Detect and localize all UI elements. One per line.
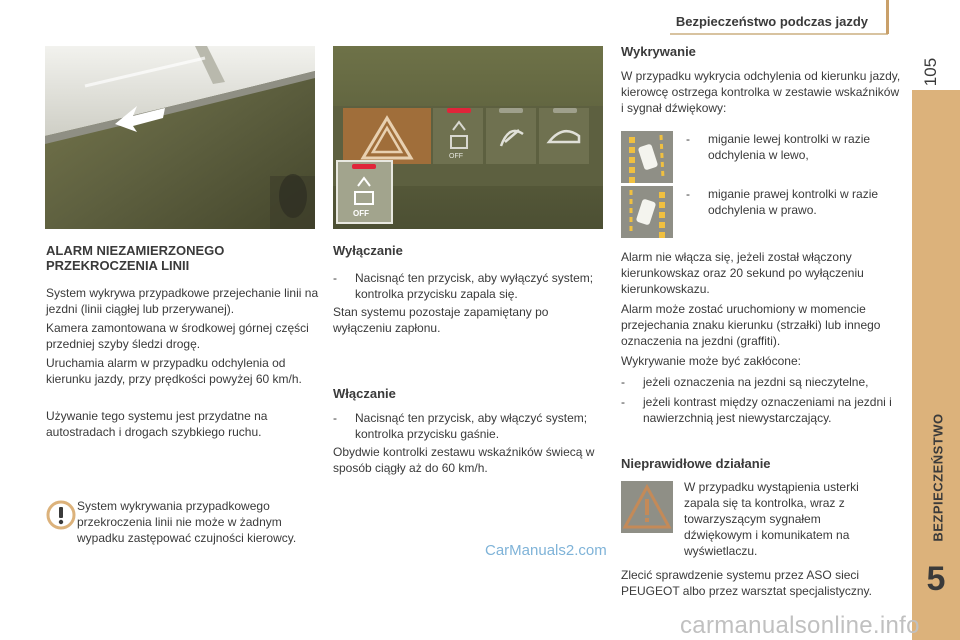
paragraph: W przypadku wystąpienia usterki zapala się ta kontrolka, wraz z towarzyszącym sygnałem dźwiękowym i komunikatem na wyświetlaczu. bbox=[684, 480, 859, 558]
paragraph: W przypadku wykrycia odchylenia od kierunku jazdy, kierowcę ostrzega kontrolka w zestawie wskaźników i sygnał dźwiękowy: bbox=[621, 69, 901, 115]
right-lane-warning-icon bbox=[621, 186, 673, 238]
paragraph: Obydwie kontrolki zestawu wskaźników świecą w sposób ciągły aż do 60 km/h. bbox=[333, 445, 595, 475]
watermark-carmanuals2: CarManuals2.com bbox=[485, 542, 607, 559]
header-rule bbox=[670, 33, 888, 35]
paragraph: Zlecić sprawdzenie systemu przez ASO sieci PEUGEOT albo przez warsztat specjalistyczny. bbox=[621, 568, 872, 598]
led-red-zoom bbox=[352, 164, 376, 169]
section-heading-wlaczanie: Włączanie bbox=[333, 386, 396, 401]
button-panel-photo bbox=[333, 46, 603, 229]
chapter-number: 5 bbox=[926, 560, 946, 598]
section-heading-wylaczanie: Wyłączanie bbox=[333, 243, 403, 258]
paragraph: Kamera zamontowana w środkowej górnej części przedniej szyby śledzi drogę. bbox=[46, 321, 309, 351]
watermark-carmanualsonline: carmanualsonline.info bbox=[680, 612, 920, 639]
section-heading-nieprawidlowe: Nieprawidłowe działanie bbox=[621, 456, 771, 471]
paragraph: System wykrywa przypadkowe przejechanie linii na jezdni (linii ciągłej lub przerywanej). bbox=[46, 286, 319, 316]
warning-text: System wykrywania przypadkowego przekroczenia linii nie może w żadnym wypadku zastępować czujności kierowcy. bbox=[77, 499, 297, 545]
svg-text:OFF: OFF bbox=[353, 209, 369, 218]
paragraph: Wykrywanie może być zakłócone: bbox=[621, 354, 801, 368]
section-heading-wykrywanie: Wykrywanie bbox=[621, 44, 696, 59]
header-tick bbox=[886, 0, 889, 34]
paragraph: Alarm może zostać uruchomiony w momencie przejechania znaku kierunku (strzałki) lub innego oznaczenia na jezdni (graffiti). bbox=[621, 302, 881, 348]
warning-icon bbox=[46, 500, 76, 530]
svg-text:OFF: OFF bbox=[449, 153, 463, 160]
section-heading-alarm: ALARM NIEZAMIERZONEGO PRZEKROCZENIA LINII bbox=[46, 243, 225, 273]
fault-warning-icon bbox=[621, 481, 673, 533]
paragraph: Stan systemu pozostaje zapamiętany po wyłączeniu zapłonu. bbox=[333, 305, 549, 335]
chapter-label-wrap bbox=[908, 380, 960, 580]
paragraph: Uruchamia alarm w przypadku odchylenia od kierunku jazdy, przy prędkości powyżej 60 km/h. bbox=[46, 356, 302, 386]
chapter-label: BEZPIECZEŃSTWO bbox=[930, 413, 946, 542]
paragraph: Alarm nie włącza się, jeżeli został włączony kierunkowskaz oraz 20 sekund po wyłączeniu kierunkowskazu. bbox=[621, 250, 864, 296]
windscreen-camera-photo bbox=[45, 46, 315, 229]
running-header: Bezpieczeństwo podczas jazdy bbox=[675, 14, 868, 29]
page-number: 105 bbox=[921, 57, 940, 87]
led-red bbox=[447, 108, 471, 113]
left-lane-warning-icon bbox=[621, 131, 673, 183]
paragraph: Używanie tego systemu jest przydatne na autostradach i drogach szybkiego ruchu. bbox=[46, 409, 268, 439]
